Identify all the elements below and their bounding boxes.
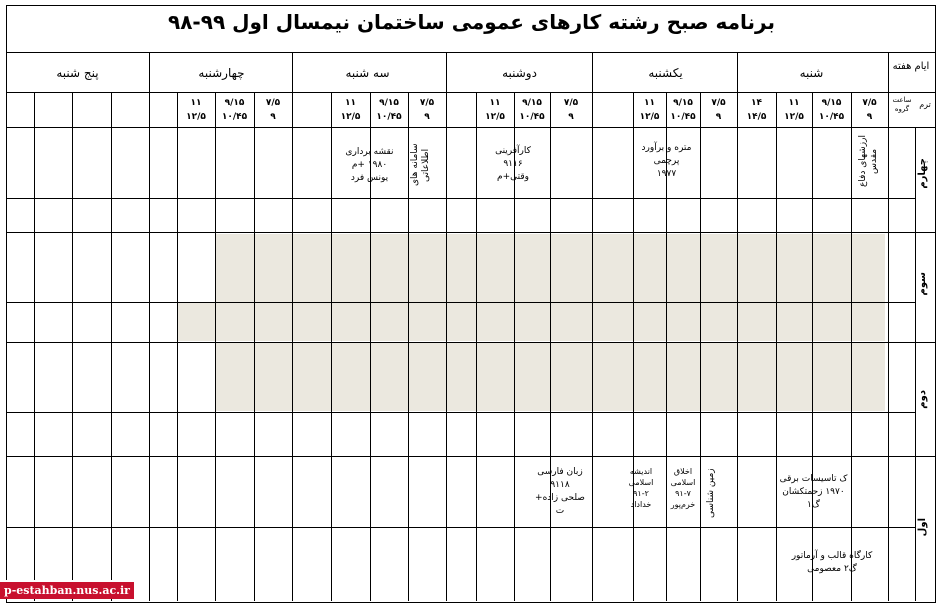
course-instructor: یونس فرد: [350, 173, 389, 183]
course-group: ت: [555, 506, 565, 516]
h-line: [6, 342, 935, 343]
v-line: [292, 52, 293, 601]
slot-top: ۷/۵: [862, 98, 877, 108]
day-sunday: یکشنبه: [648, 66, 683, 80]
term-third: سوم: [917, 272, 928, 296]
term-fourth: چهارم: [917, 158, 928, 189]
course-sat-t1: [776, 473, 851, 512]
slot-top: ۹/۱۵: [379, 98, 399, 108]
v-line: [111, 92, 112, 601]
slot-bottom: ۱۰/۴۵: [670, 112, 696, 122]
course-name: نقشه برداری: [345, 147, 394, 157]
course-instructor: ۱۹۷۰ زحمتکشان: [782, 487, 845, 497]
h-line: [6, 527, 916, 528]
v-line: [550, 92, 551, 601]
slot-top: ۷/۵: [563, 98, 579, 108]
slot-bottom: ۹: [424, 112, 430, 122]
slot-tue-2: [370, 96, 408, 124]
slot-wed-3: [177, 96, 215, 124]
course-code: ۹۱-۲: [633, 489, 649, 498]
slot-top: ۱۱: [788, 98, 800, 108]
slot-top: ۹/۱۵: [224, 98, 245, 108]
h-line: [6, 92, 935, 93]
day-saturday: شنبه: [799, 66, 824, 80]
v-line: [34, 92, 35, 601]
h-line: [6, 198, 916, 199]
course-name: اندیشه: [629, 467, 653, 476]
slot-bottom: ۹: [866, 112, 873, 122]
day-wednesday: چهارشنبه: [198, 66, 245, 80]
slot-top: ۹/۱۵: [821, 98, 842, 108]
slot-bottom: ۹: [715, 112, 722, 122]
course-name: اخلاق: [673, 467, 693, 476]
course-instructor: گ۲ معصومی: [807, 564, 857, 574]
slot-bottom: ۱۰/۴۵: [818, 112, 845, 122]
time-label: ساعت گروه: [892, 96, 912, 113]
course-sun-t1-a: زمین شناسی: [706, 468, 716, 518]
v-line: [812, 92, 813, 601]
slot-top: ۷/۵: [419, 98, 435, 108]
days-label: ایام هفته: [892, 61, 930, 72]
course-sat-t4: ارزشهای دفاع مقدس: [858, 135, 879, 188]
h-line: [6, 232, 935, 233]
v-line: [737, 52, 738, 601]
slot-bottom: ۱۲/۵: [485, 112, 505, 122]
slot-sun-2: [666, 96, 700, 124]
slot-bottom: ۹: [568, 112, 574, 122]
outer-border: [6, 5, 936, 603]
v-line: [915, 127, 916, 601]
slot-top: ۱۱: [190, 98, 202, 108]
h-line: [6, 456, 935, 457]
course-instructor: خداداد: [630, 500, 652, 509]
h-line: [6, 52, 935, 53]
course-code: ۹۱-۷: [675, 489, 691, 498]
slot-mon-3: [476, 96, 514, 124]
course-tue-t4-b: [331, 146, 408, 185]
v-line: [592, 52, 593, 601]
v-line: [254, 92, 255, 601]
course-sun-t1-b: [666, 466, 700, 510]
site-watermark: p-estahban.nus.ac.ir: [0, 580, 134, 599]
slot-sun-3: [633, 96, 666, 124]
course-code: ۹۱۱۶: [503, 159, 523, 169]
term-second: دوم: [917, 390, 928, 409]
course-sun-t4: [633, 142, 700, 181]
slot-wed-1: [254, 96, 292, 124]
course-instructor: خرم‌پور: [670, 500, 696, 509]
course-tue-t4-a: سامانه های اطلاعاتی: [410, 143, 431, 187]
day-tuesday: سه شنبه: [345, 66, 390, 80]
v-line: [177, 92, 178, 601]
course-mon-t1: [530, 466, 590, 518]
course-name: متره و برآورد: [641, 143, 692, 153]
course-name-2: اسلامی: [628, 478, 654, 487]
slot-tue-1: [408, 96, 446, 124]
slot-bottom: ۱۰/۴۵: [519, 112, 545, 122]
slot-mon-2: [514, 96, 550, 124]
slot-sat-2: [812, 96, 851, 124]
v-line: [72, 92, 73, 601]
slot-top: ۱۴: [751, 98, 762, 108]
term-first: اول: [917, 518, 928, 537]
slot-top: ۷/۵: [711, 98, 726, 108]
course-name: کارگاه قالب و آرماتور: [791, 551, 873, 561]
course-name: کارآفرینی: [495, 146, 531, 156]
day-thursday: پنج شنبه: [56, 66, 99, 80]
slot-sat-1: [851, 96, 888, 124]
term-label: ترم: [919, 100, 931, 109]
slot-bottom: ۱۲/۵: [340, 112, 361, 122]
slot-bottom: ۹: [270, 112, 276, 122]
course-instructor: صلحی زاده+: [535, 493, 585, 503]
slot-bottom: ۱۰/۴۵: [376, 112, 402, 122]
course-code: ۱۹۷۷: [656, 169, 677, 179]
course-name: زبان فارسی: [537, 467, 583, 477]
slot-sat-3: [776, 96, 812, 124]
v-line: [149, 52, 150, 601]
course-instructor: پرچمی: [653, 156, 680, 166]
day-monday: دوشنبه: [502, 66, 537, 80]
slot-top: ۹/۱۵: [673, 98, 693, 108]
course-instructor: وقتی+م: [497, 172, 529, 182]
v-line: [215, 92, 216, 601]
v-line: [851, 92, 852, 601]
slot-tue-3: [331, 96, 370, 124]
course-group: گ۱: [807, 500, 820, 510]
slot-bottom: ۱۲/۵: [639, 112, 660, 122]
v-line: [446, 52, 447, 601]
slot-sat-4: [737, 96, 776, 124]
slot-bottom: ۱۴/۵: [746, 112, 767, 122]
slot-bottom: ۱۰/۴۵: [221, 112, 248, 122]
slot-top: ۱۱: [345, 98, 356, 108]
v-line: [776, 92, 777, 601]
page-title: برنامه صبح رشته کارهای عمومی ساختمان نیمسال اول ۹۹-۹۸: [168, 10, 775, 34]
course-sun-t1-c: [624, 466, 658, 510]
course-code: ۱۹۸۰ +م: [351, 160, 388, 170]
course-name: ک تاسیسات برقی: [779, 474, 848, 484]
slot-sun-1: [700, 96, 737, 124]
h-line: [6, 127, 935, 128]
slot-top: ۱۱: [644, 98, 655, 108]
course-sat-t1-b: [776, 550, 888, 576]
course-mon-t4: [476, 145, 550, 184]
slot-bottom: ۱۲/۵: [186, 112, 206, 122]
slot-top: ۷/۵: [265, 98, 281, 108]
slot-mon-1: [550, 96, 592, 124]
slot-top: ۹/۱۵: [522, 98, 542, 108]
course-code: ۹۱۱۸: [550, 480, 570, 490]
course-name-2: اسلامی: [670, 478, 696, 487]
v-line: [408, 92, 409, 601]
v-line: [888, 52, 889, 601]
slot-top: ۱۱: [489, 98, 501, 108]
h-line: [6, 302, 916, 303]
h-line: [6, 412, 916, 413]
slot-wed-2: [215, 96, 254, 124]
slot-bottom: ۱۲/۵: [784, 112, 804, 122]
v-line: [700, 92, 701, 601]
